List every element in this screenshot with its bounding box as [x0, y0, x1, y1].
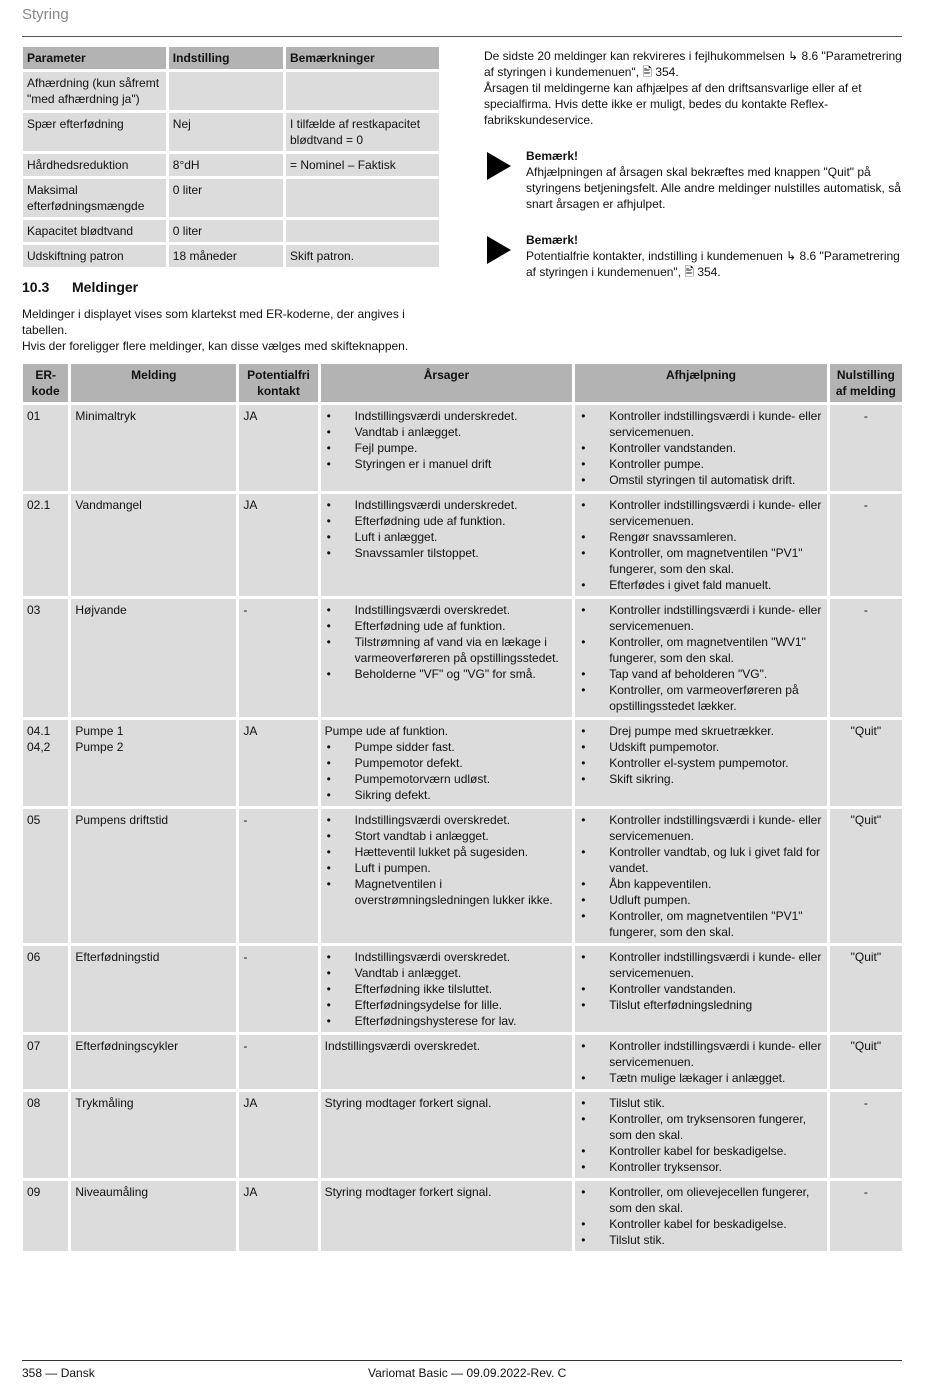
list-item: • Indstillingsværdi underskredet.	[325, 408, 569, 424]
cause-paragraph: Årsagen til meldingerne kan afhjælpes af den driftsansvarlige eller af et specialfirma. Hvis dette ikke er muligt, bedes du kontakte Reflex-fabrikskundeservice.	[484, 81, 862, 127]
intro-line: Hvis der foreligger flere meldinger, kan disse vælges med skifteknappen.	[22, 339, 409, 353]
header-remedy: Afhjælpning	[575, 364, 827, 402]
message-cell	[71, 1181, 236, 1251]
remedy-list	[579, 1184, 823, 1248]
list-item: • Efterfødning ude af funktion.	[325, 513, 569, 529]
reset-cell: -	[830, 599, 902, 717]
list-item: • Snavssamler tilstoppet.	[325, 545, 569, 561]
footer-divider	[22, 1360, 902, 1361]
list-item: • Kontroller, om magnetventilen "WV1" fungerer, som den skal.	[579, 634, 823, 666]
cause-list	[325, 497, 569, 561]
list-item: • Kontroller vandstanden.	[579, 981, 823, 997]
messages-table	[20, 361, 905, 1254]
list-item: • Stort vandtab i anlægget.	[325, 828, 569, 844]
causes-cell	[321, 405, 573, 491]
contact-cell: JA	[239, 720, 317, 806]
list-item: • Efterfødes i givet fald manuelt.	[579, 577, 823, 593]
er-code-cell	[23, 1035, 68, 1089]
reset-cell: -	[830, 1181, 902, 1251]
remedy-cell	[575, 494, 827, 596]
setting-cell: 0 liter	[169, 220, 283, 242]
message-cell	[71, 1092, 236, 1178]
contact-cell: -	[239, 599, 317, 717]
section-number: 10.3	[22, 279, 50, 295]
er-code: 09	[27, 1185, 41, 1199]
cause-intro: Styring modtager forkert signal.	[324, 1096, 492, 1110]
table-row	[23, 405, 902, 491]
causes-cell	[321, 494, 573, 596]
table-row	[23, 1181, 902, 1251]
list-item: • Tilslut stik.	[579, 1232, 823, 1248]
header-er-code: ER-kode	[23, 364, 68, 402]
header-message: Melding	[71, 364, 236, 402]
er-code: 04.1	[27, 724, 51, 738]
message-name: Minimaltryk	[75, 409, 137, 423]
reset-cell: -	[830, 1092, 902, 1178]
table-row	[23, 946, 902, 1032]
param-cell: Spær efterfødning	[23, 113, 166, 151]
list-item: • Magnetventilen i overstrømningsledningen lukker ikke.	[325, 876, 569, 908]
list-item: • Tilslut stik.	[579, 1095, 823, 1111]
remedy-list	[579, 949, 823, 1013]
message-name: Efterfødningstid	[75, 950, 160, 964]
list-item: • Indstillingsværdi underskredet.	[325, 497, 569, 513]
contact-cell: -	[239, 1035, 317, 1089]
list-item: • Pumpemotorværn udløst.	[325, 771, 569, 787]
er-code: 06	[27, 950, 41, 964]
table-row	[23, 599, 902, 717]
list-item: • Efterfødningsydelse for lille.	[325, 997, 569, 1013]
messages-table-header	[23, 364, 902, 402]
remedy-cell	[575, 599, 827, 717]
reset-cell: -	[830, 494, 902, 596]
causes-cell	[321, 946, 573, 1032]
note-arrow-icon	[487, 152, 511, 180]
table-row	[23, 154, 439, 176]
remedy-cell	[575, 1181, 827, 1251]
list-item: • Pumpe sidder fast.	[325, 739, 569, 755]
note-title: Bemærk!	[526, 233, 579, 247]
list-item: • Luft i anlægget.	[325, 529, 569, 545]
cause-list	[325, 812, 569, 908]
param-cell: Hårdhedsreduktion	[23, 154, 166, 176]
list-item: • Kontroller, om olievejecellen fungerer, som den skal.	[579, 1184, 823, 1216]
list-item: • Kontroller, om varmeoverføreren på opstillingsstedet lækker.	[579, 682, 823, 714]
er-code: 01	[27, 409, 41, 423]
list-item: • Fejl pumpe.	[325, 440, 569, 456]
parameter-table	[20, 44, 442, 270]
remedy-list	[579, 1095, 823, 1175]
er-code-cell	[23, 946, 68, 1032]
list-item: • Kontroller kabel for beskadigelse.	[579, 1216, 823, 1232]
table-row	[23, 179, 439, 217]
table-row	[23, 809, 902, 943]
list-item: • Skift sikring.	[579, 771, 823, 787]
list-item: • Kontroller vandstanden.	[579, 440, 823, 456]
header-bemaerkninger: Bemærkninger	[286, 47, 439, 69]
cause-list	[325, 949, 569, 1029]
cause-intro: Indstillingsværdi overskredet.	[324, 1039, 481, 1053]
remedy-list	[579, 723, 823, 787]
list-item: • Rengør snavssamleren.	[579, 529, 823, 545]
list-item: • Indstillingsværdi overskredet.	[325, 949, 569, 965]
message-cell	[71, 809, 236, 943]
remark-cell: = Nominel – Faktisk	[286, 154, 439, 176]
message-name: Trykmåling	[75, 1096, 134, 1110]
reset-cell: "Quit"	[830, 1035, 902, 1089]
er-code: 03	[27, 603, 41, 617]
setting-cell: 0 liter	[169, 179, 283, 217]
causes-cell	[321, 1035, 573, 1089]
table-row	[23, 245, 439, 267]
reset-cell: "Quit"	[830, 720, 902, 806]
contact-cell: JA	[239, 405, 317, 491]
message-cell	[71, 946, 236, 1032]
list-item: • Indstillingsværdi overskredet.	[325, 812, 569, 828]
section-intro	[22, 306, 452, 354]
list-item: • Beholderne "VF" og "VG" for små.	[325, 666, 569, 682]
message-name: Højvande	[75, 603, 127, 617]
list-item: • Udluft pumpen.	[579, 892, 823, 908]
page-header-title: Styring	[22, 6, 69, 23]
parameter-table-header	[23, 47, 439, 69]
list-item: • Tætn mulige lækager i anlægget.	[579, 1070, 823, 1086]
remedy-list	[579, 497, 823, 593]
cause-intro: Styring modtager forkert signal.	[324, 1185, 492, 1199]
message-name: Vandmangel	[75, 498, 142, 512]
param-cell: Maksimal efterfødningsmængde	[23, 179, 166, 217]
table-row	[23, 1092, 902, 1178]
list-item: • Vandtab i anlægget.	[325, 424, 569, 440]
list-item: • Kontroller pumpe.	[579, 456, 823, 472]
header-reset: Nulstilling af melding	[830, 364, 902, 402]
reset-cell: "Quit"	[830, 946, 902, 1032]
list-item: • Kontroller tryksensor.	[579, 1159, 823, 1175]
remedy-list	[579, 408, 823, 488]
param-cell: Udskiftning patron	[23, 245, 166, 267]
message-cell	[71, 494, 236, 596]
intro-line: Meldinger i displayet vises som klartekst med ER-koderne, der angives i tabellen.	[22, 307, 405, 337]
setting-cell: 8°dH	[169, 154, 283, 176]
setting-cell: 18 måneder	[169, 245, 283, 267]
cause-list	[325, 739, 569, 803]
message-cell	[71, 1035, 236, 1089]
messages-table-body	[23, 405, 902, 1251]
header-causes: Årsager	[321, 364, 573, 402]
fault-memory-paragraph: De sidste 20 meldinger kan rekvireres i fejlhukommelsen ↳ 8.6 "Parametrering af styringen i kundemenuen", 🖹 354.	[484, 49, 902, 79]
reset-cell: "Quit"	[830, 809, 902, 943]
table-row	[23, 113, 439, 151]
setting-cell: Nej	[169, 113, 283, 151]
remedy-cell	[575, 809, 827, 943]
header-parameter: Parameter	[23, 47, 166, 69]
list-item: • Luft i pumpen.	[325, 860, 569, 876]
list-item: • Udskift pumpemotor.	[579, 739, 823, 755]
er-code-cell	[23, 720, 68, 806]
er-code: 05	[27, 813, 41, 827]
list-item: • Kontroller indstillingsværdi i kunde- eller servicemenuen.	[579, 812, 823, 844]
section-heading	[22, 279, 138, 295]
table-row	[23, 494, 902, 596]
list-item: • Efterfødningshysterese for lav.	[325, 1013, 569, 1029]
list-item: • Tilstrømning af vand via en lækage i varmeoverføreren på opstillingsstedet.	[325, 634, 569, 666]
message-name: Pumpe 1	[75, 724, 124, 738]
message-name: Pumpens driftstid	[75, 813, 169, 827]
message-cell	[71, 720, 236, 806]
er-code-cell	[23, 494, 68, 596]
contact-cell: JA	[239, 1092, 317, 1178]
list-item: • Efterfødning ikke tilsluttet.	[325, 981, 569, 997]
er-code: 02.1	[27, 498, 51, 512]
remedy-list	[579, 602, 823, 714]
remark-cell	[286, 179, 439, 217]
remedy-list	[579, 812, 823, 940]
er-code: 08	[27, 1096, 41, 1110]
header-divider	[22, 36, 902, 37]
footer-page-number: 358 — Dansk	[22, 1366, 95, 1380]
list-item: • Sikring defekt.	[325, 787, 569, 803]
list-item: • Styringen er i manuel drift	[325, 456, 569, 472]
contact-cell: JA	[239, 494, 317, 596]
list-item: • Tap vand af beholderen "VG".	[579, 666, 823, 682]
er-code-cell	[23, 599, 68, 717]
message-cell	[71, 599, 236, 717]
er-code-cell	[23, 405, 68, 491]
list-item: • Indstillingsværdi overskredet.	[325, 602, 569, 618]
table-row	[23, 220, 439, 242]
list-item: • Kontroller indstillingsværdi i kunde- eller servicemenuen.	[579, 602, 823, 634]
er-code-cell	[23, 809, 68, 943]
list-item: • Efterfødning ude af funktion.	[325, 618, 569, 634]
header-contact: Potentialfri kontakt	[239, 364, 317, 402]
list-item: • Hætteventil lukket på sugesiden.	[325, 844, 569, 860]
er-code-cell	[23, 1181, 68, 1251]
remark-cell	[286, 220, 439, 242]
list-item: • Omstil styringen til automatisk drift.	[579, 472, 823, 488]
list-item: • Kontroller, om magnetventilen "PV1" fungerer, som den skal.	[579, 908, 823, 940]
list-item: • Kontroller el-system pumpemotor.	[579, 755, 823, 771]
list-item: • Kontroller indstillingsværdi i kunde- eller servicemenuen.	[579, 949, 823, 981]
param-cell: Afhærdning (kun såfremt "med afhærdning ja")	[23, 72, 166, 110]
table-row	[23, 72, 439, 110]
message-cell	[71, 405, 236, 491]
list-item: • Kontroller indstillingsværdi i kunde- eller servicemenuen.	[579, 1038, 823, 1070]
causes-cell	[321, 599, 573, 717]
table-row	[23, 720, 902, 806]
note-text: Afhjælpningen af årsagen skal bekræftes med knappen "Quit" på styringens betjeningsfelt. Alle andre meldinger nulstilles automatisk, så snart årsagen er afhjulpet.	[526, 165, 901, 211]
message-name: Pumpe 2	[75, 740, 124, 754]
setting-cell	[169, 72, 283, 110]
list-item: • Pumpemotor defekt.	[325, 755, 569, 771]
note-box	[484, 232, 902, 280]
list-item: • Kontroller, om tryksensoren fungerer, som den skal.	[579, 1111, 823, 1143]
remark-cell	[286, 72, 439, 110]
remark-cell: Skift patron.	[286, 245, 439, 267]
list-item: • Kontroller, om magnetventilen "PV1" fungerer, som den skal.	[579, 545, 823, 577]
list-item: • Kontroller indstillingsværdi i kunde- eller servicemenuen.	[579, 497, 823, 529]
remedy-cell	[575, 1092, 827, 1178]
list-item: • Drej pumpe med skruetrækker.	[579, 723, 823, 739]
contact-cell: JA	[239, 1181, 317, 1251]
section-title: Meldinger	[72, 279, 139, 295]
reset-cell: -	[830, 405, 902, 491]
table-row	[23, 1035, 902, 1089]
note-arrow-icon	[487, 236, 511, 264]
note-title: Bemærk!	[526, 149, 579, 163]
message-name: Efterfødningscykler	[75, 1039, 179, 1053]
message-name: Niveaumåling	[75, 1185, 149, 1199]
cause-intro: Pumpe ude af funktion.	[324, 724, 449, 738]
contact-cell: -	[239, 946, 317, 1032]
remedy-list	[579, 1038, 823, 1086]
causes-cell	[321, 720, 573, 806]
right-column	[484, 48, 902, 280]
causes-cell	[321, 1092, 573, 1178]
list-item: • Kontroller kabel for beskadigelse.	[579, 1143, 823, 1159]
param-cell: Kapacitet blødtvand	[23, 220, 166, 242]
list-item: • Kontroller indstillingsværdi i kunde- eller servicemenuen.	[579, 408, 823, 440]
note-box	[484, 148, 902, 212]
er-code: 04,2	[27, 740, 51, 754]
footer-document-title: Variomat Basic — 09.09.2022-Rev. C	[368, 1366, 567, 1380]
cause-list	[325, 602, 569, 682]
remedy-cell	[575, 720, 827, 806]
er-code: 07	[27, 1039, 41, 1053]
remedy-cell	[575, 1035, 827, 1089]
er-code-cell	[23, 1092, 68, 1178]
causes-cell	[321, 809, 573, 943]
list-item: • Vandtab i anlægget.	[325, 965, 569, 981]
remark-cell: I tilfælde af restkapacitet blødtvand = 0	[286, 113, 439, 151]
causes-cell	[321, 1181, 573, 1251]
remedy-cell	[575, 405, 827, 491]
note-text: Potentialfrie kontakter, indstilling i kundemenuen ↳ 8.6 "Parametrering af styringen i kundemenuen", 🖹 354.	[526, 249, 900, 279]
cause-list	[325, 408, 569, 472]
header-indstilling: Indstilling	[169, 47, 283, 69]
remedy-cell	[575, 946, 827, 1032]
contact-cell: -	[239, 809, 317, 943]
list-item: • Åbn kappeventilen.	[579, 876, 823, 892]
list-item: • Tilslut efterfødningsledning	[579, 997, 823, 1013]
list-item: • Kontroller vandtab, og luk i givet fald for vandet.	[579, 844, 823, 876]
